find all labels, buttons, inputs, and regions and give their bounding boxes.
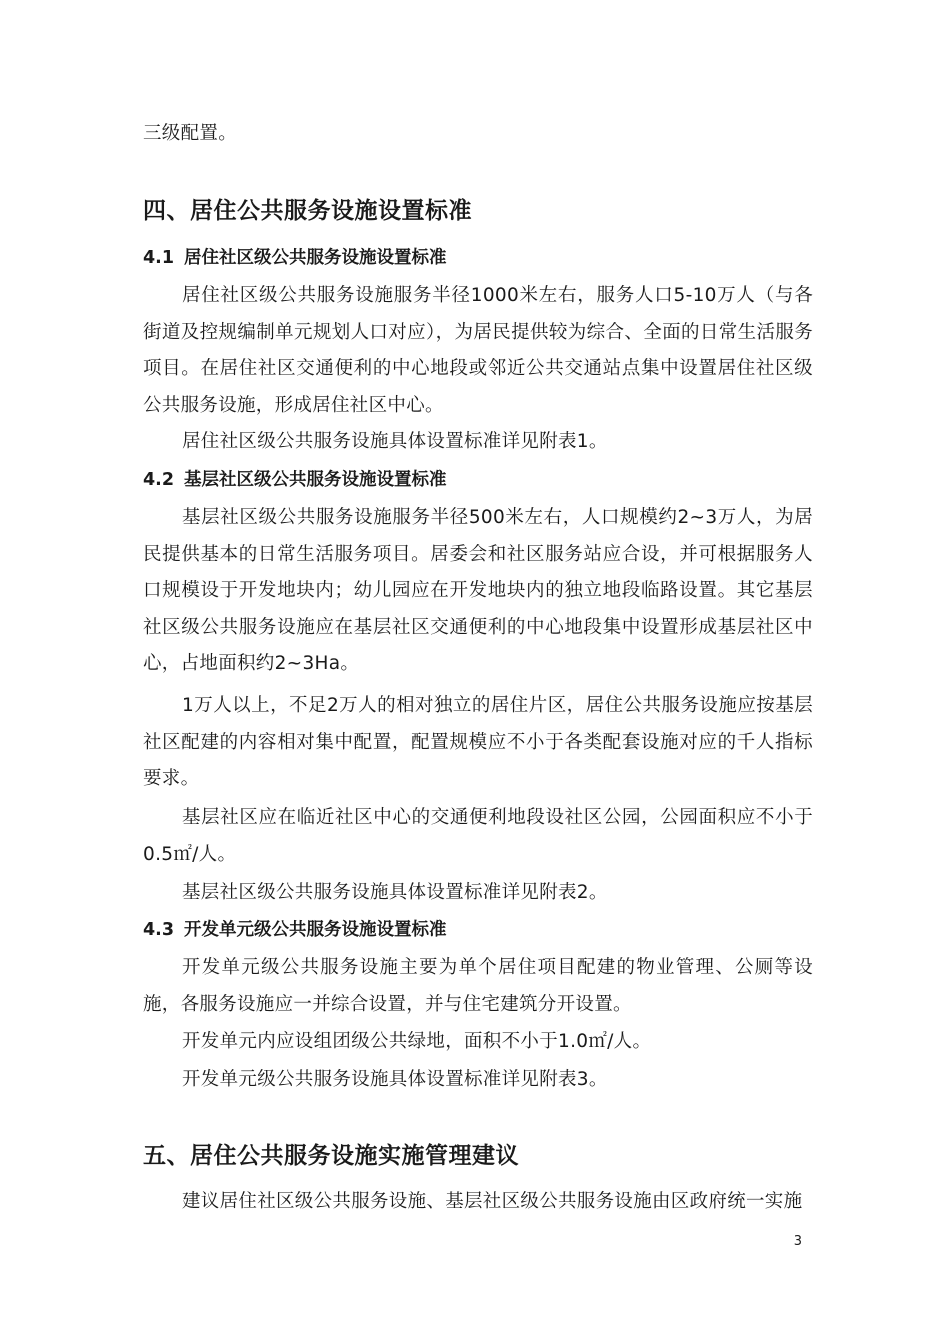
section-4-heading: 四、居住公共服务设施设置标准 bbox=[143, 197, 472, 224]
subsection-title: 开发单元级公共服务设施设置标准 bbox=[184, 920, 447, 940]
paragraph-4-2-c: 基层社区应在临近社区中心的交通便利地段设社区公园，公园面积应不小于0.5㎡/人。 bbox=[143, 807, 813, 865]
subsection-number: 4.2 bbox=[143, 470, 175, 490]
paragraph-4-2-a: 基层社区级公共服务设施服务半径500米左右，人口规模约2~3万人，为居民提供基本的日常生活服务项目。居委会和社区服务站应合设，并可根据服务人口规模设于开发地块内；幼儿园应在开发地块内的独立地段临路设置。其它基层社区级公共服务设施应在基层社区交通便利的中心地段集中设置形成基层社区中心，占地面积约2~3Ha。 bbox=[143, 507, 813, 674]
page-number: 3 bbox=[793, 1234, 802, 1249]
subsection-4-1-heading bbox=[143, 243, 813, 273]
subsection-number: 4.3 bbox=[143, 920, 175, 940]
paragraph-4-1-a: 居住社区级公共服务设施服务半径1000米左右，服务人口5-10万人（与各街道及控规编制单元规划人口对应），为居民提供较为综合、全面的日常生活服务项目。在居住社区交通便利的中心地段或邻近公共交通站点集中设置居住社区级公共服务设施，形成居住社区中心。 bbox=[143, 285, 813, 416]
subsection-4-2-heading bbox=[143, 465, 813, 495]
paragraph-4-3-c: 开发单元级公共服务设施具体设置标准详见附表3。 bbox=[182, 1069, 608, 1090]
section-5-heading: 五、居住公共服务设施实施管理建议 bbox=[143, 1142, 519, 1169]
subsection-title: 基层社区级公共服务设施设置标准 bbox=[184, 470, 447, 490]
paragraph-5-a: 建议居住社区级公共服务设施、基层社区级公共服务设施由区政府统一实施 bbox=[182, 1191, 803, 1212]
paragraph-4-2-d: 基层社区级公共服务设施具体设置标准详见附表2。 bbox=[182, 882, 608, 903]
paragraph-4-3-a: 开发单元级公共服务设施主要为单个居住项目配建的物业管理、公厕等设施，各服务设施应一并综合设置，并与住宅建筑分开设置。 bbox=[143, 957, 813, 1015]
paragraph-4-3-b: 开发单元内应设组团级公共绿地，面积不小于1.0㎡/人。 bbox=[182, 1031, 652, 1052]
paragraph-4-1-b: 居住社区级公共服务设施具体设置标准详见附表1。 bbox=[182, 431, 608, 452]
paragraph-4-2-b: 1万人以上，不足2万人的相对独立的居住片区，居住公共服务设施应按基层社区配建的内容相对集中配置，配置规模应不小于各类配套设施对应的千人指标要求。 bbox=[143, 695, 813, 789]
subsection-4-3-heading bbox=[143, 915, 813, 945]
subsection-title: 居住社区级公共服务设施设置标准 bbox=[184, 248, 447, 268]
paragraph-continuation: 三级配置。 bbox=[143, 123, 238, 144]
subsection-number: 4.1 bbox=[143, 248, 175, 268]
